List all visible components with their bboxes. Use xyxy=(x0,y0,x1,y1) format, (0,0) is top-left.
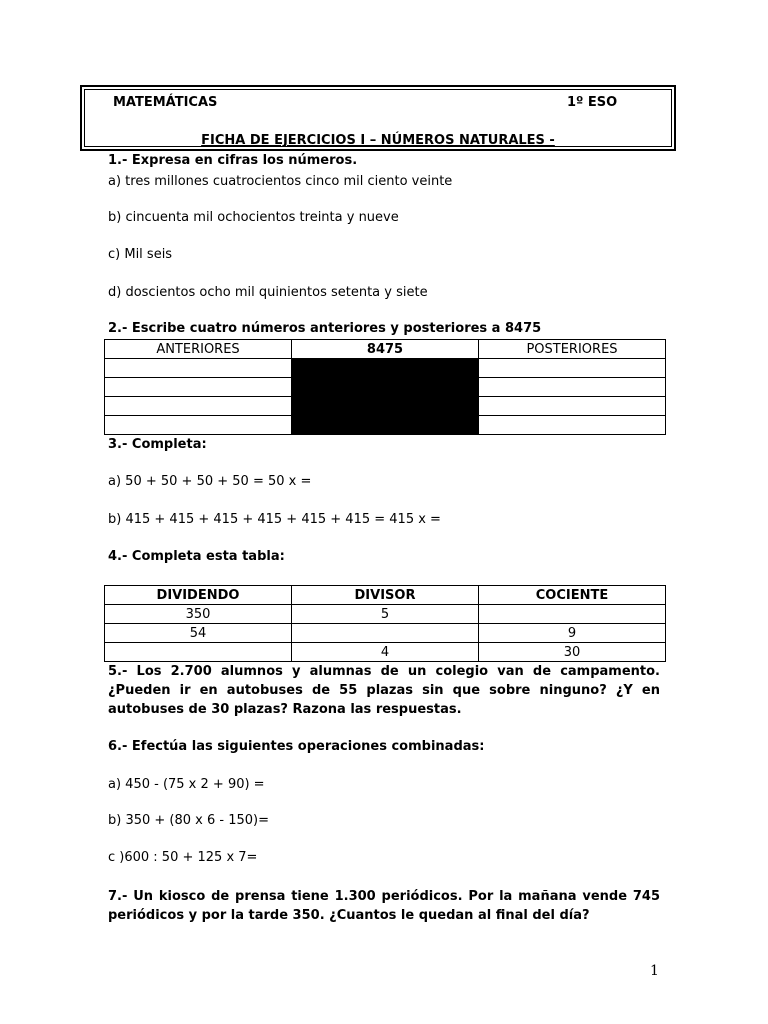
table-cell xyxy=(105,397,292,416)
table-row xyxy=(105,378,666,397)
table-row xyxy=(105,643,666,662)
exercise-4-title: 4.- Completa esta tabla: xyxy=(108,549,285,564)
header-divisor: DIVISOR xyxy=(292,586,479,605)
level-label: 1º ESO xyxy=(567,95,618,110)
table-cell xyxy=(292,624,479,643)
exercise-6a: a) 450 - (75 x 2 + 90) = xyxy=(108,777,265,792)
table-cell xyxy=(479,378,666,397)
exercise-1-title: 1.- Expresa en cifras los números. xyxy=(108,153,358,168)
table-row xyxy=(105,624,666,643)
exercise-3-title: 3.- Completa: xyxy=(108,437,207,452)
subject-label: MATEMÁTICAS xyxy=(113,95,218,110)
table-cell: 4 xyxy=(292,643,479,662)
header-dividendo: DIVIDENDO xyxy=(105,586,292,605)
table-cell: 54 xyxy=(105,624,292,643)
exercise-3b: b) 415 + 415 + 415 + 415 + 415 + 415 = 415 x = xyxy=(108,512,441,527)
table-cell xyxy=(479,416,666,435)
table-cell xyxy=(479,359,666,378)
exercise-1d: d) doscientos ocho mil quinientos setenta y siete xyxy=(108,285,428,300)
numbers-table xyxy=(104,339,666,435)
header-anteriores: ANTERIORES xyxy=(105,340,292,359)
table-row xyxy=(105,416,666,435)
exercise-7-text: 7.- Un kiosco de prensa tiene 1.300 periódicos. Por la mañana vende 745 periódicos y por la tarde 350. ¿Cuantos le quedan al final del día? xyxy=(108,889,660,923)
table-cell: 350 xyxy=(105,605,292,624)
page-number: 1 xyxy=(650,963,659,979)
header-posteriores: POSTERIORES xyxy=(479,340,666,359)
table-row xyxy=(105,359,666,378)
table-row xyxy=(105,605,666,624)
table-cell: 5 xyxy=(292,605,479,624)
table-row xyxy=(105,397,666,416)
table-cell xyxy=(105,359,292,378)
exercise-6b: b) 350 + (80 x 6 - 150)= xyxy=(108,813,270,828)
table-cell xyxy=(105,416,292,435)
table-cell xyxy=(105,643,292,662)
table-cell xyxy=(479,397,666,416)
exercise-1b: b) cincuenta mil ochocientos treinta y nueve xyxy=(108,210,399,225)
blackout-cell xyxy=(292,416,479,435)
table-cell: 30 xyxy=(479,643,666,662)
exercise-5-text: 5.- Los 2.700 alumnos y alumnas de un colegio van de campamento. ¿Pueden ir en autobuses de 55 plazas sin que sobre ninguno? ¿Y en autobuses de 30 plazas? Razona las respuestas. xyxy=(108,664,660,717)
table-cell: 9 xyxy=(479,624,666,643)
exercise-6-title: 6.- Efectúa las siguientes operaciones combinadas: xyxy=(108,739,485,754)
blackout-cell xyxy=(292,359,479,378)
exercise-2-title: 2.- Escribe cuatro números anteriores y posteriores a 8475 xyxy=(108,321,542,336)
header-8475: 8475 xyxy=(292,340,479,359)
exercise-6c: c )600 : 50 + 125 x 7= xyxy=(108,850,258,865)
header-box xyxy=(80,85,676,151)
division-table xyxy=(104,585,666,662)
exercise-1a: a) tres millones cuatrocientos cinco mil ciento veinte xyxy=(108,174,453,189)
blackout-cell xyxy=(292,397,479,416)
table-cell xyxy=(105,378,292,397)
header-inner xyxy=(84,89,672,147)
blackout-cell xyxy=(292,378,479,397)
header-cociente: COCIENTE xyxy=(479,586,666,605)
exercise-3a: a) 50 + 50 + 50 + 50 = 50 x = xyxy=(108,474,312,489)
worksheet-title: FICHA DE EJERCICIOS I – NÚMEROS NATURALES - xyxy=(201,133,555,148)
exercise-1c: c) Mil seis xyxy=(108,247,173,262)
table-cell xyxy=(479,605,666,624)
